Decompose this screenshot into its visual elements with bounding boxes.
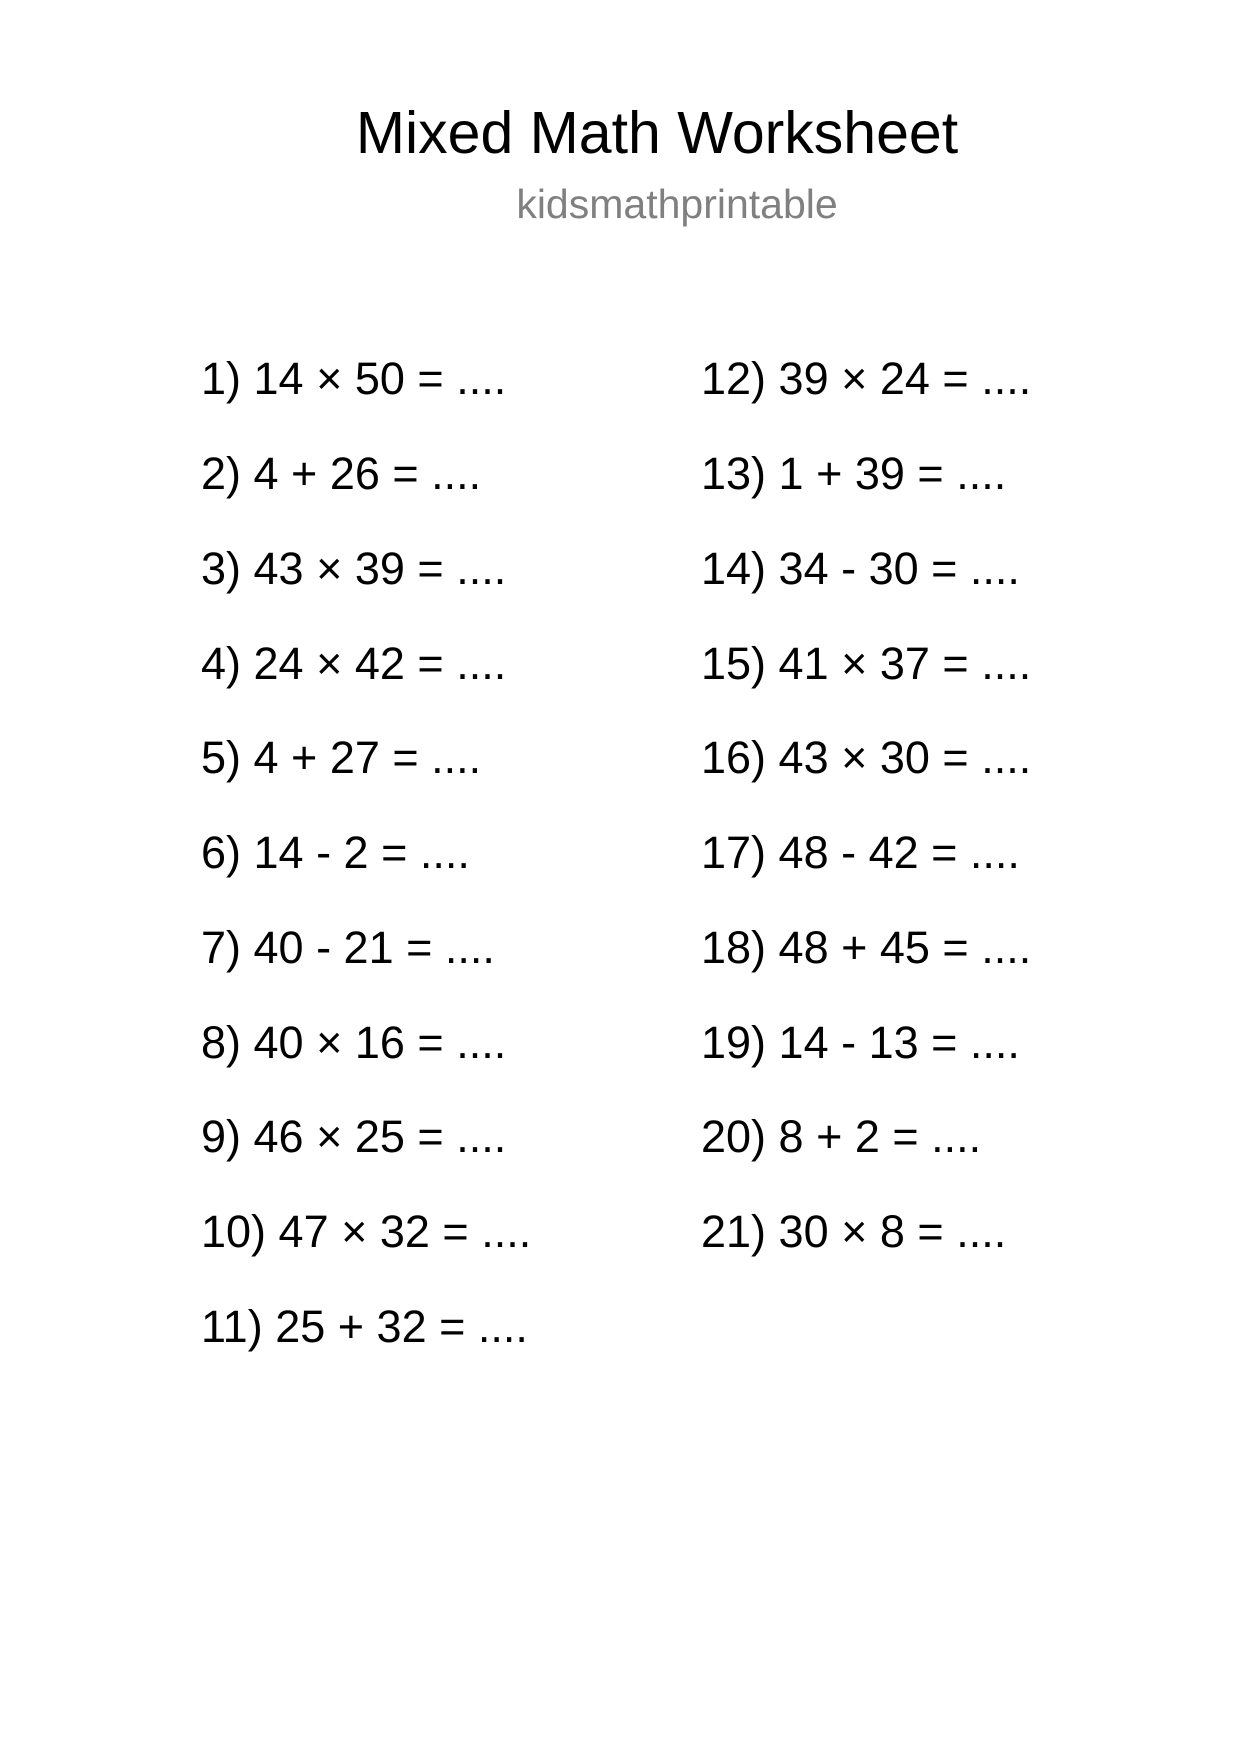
problem-item: 11) 25 + 32 = ....	[201, 1301, 528, 1352]
problem-item: 15) 41 × 37 = ....	[701, 638, 1032, 689]
problem-item: 7) 40 - 21 = ....	[201, 922, 495, 973]
problem-item: 9) 46 × 25 = ....	[201, 1111, 507, 1162]
problem-item: 5) 4 + 27 = ....	[201, 732, 482, 783]
problem-item: 13) 1 + 39 = ....	[701, 448, 1007, 499]
problem-item: 3) 43 × 39 = ....	[201, 543, 507, 594]
problem-item: 21) 30 × 8 = ....	[701, 1206, 1007, 1257]
problem-item: 1) 14 × 50 = ....	[201, 353, 507, 404]
problem-item: 8) 40 × 16 = ....	[201, 1017, 507, 1068]
problem-item: 10) 47 × 32 = ....	[201, 1206, 532, 1257]
problem-item: 17) 48 - 42 = ....	[701, 827, 1020, 878]
worksheet-subtitle: kidsmathprintable	[516, 181, 838, 227]
problem-item: 16) 43 × 30 = ....	[701, 732, 1032, 783]
problem-item: 20) 8 + 2 = ....	[701, 1111, 982, 1162]
problem-item: 14) 34 - 30 = ....	[701, 543, 1020, 594]
problem-item: 12) 39 × 24 = ....	[701, 353, 1032, 404]
problem-item: 2) 4 + 26 = ....	[201, 448, 482, 499]
problem-item: 18) 48 + 45 = ....	[701, 922, 1032, 973]
worksheet-title: Mixed Math Worksheet	[355, 100, 959, 166]
problem-item: 4) 24 × 42 = ....	[201, 638, 507, 689]
problem-item: 19) 14 - 13 = ....	[701, 1017, 1020, 1068]
problem-item: 6) 14 - 2 = ....	[201, 827, 470, 878]
